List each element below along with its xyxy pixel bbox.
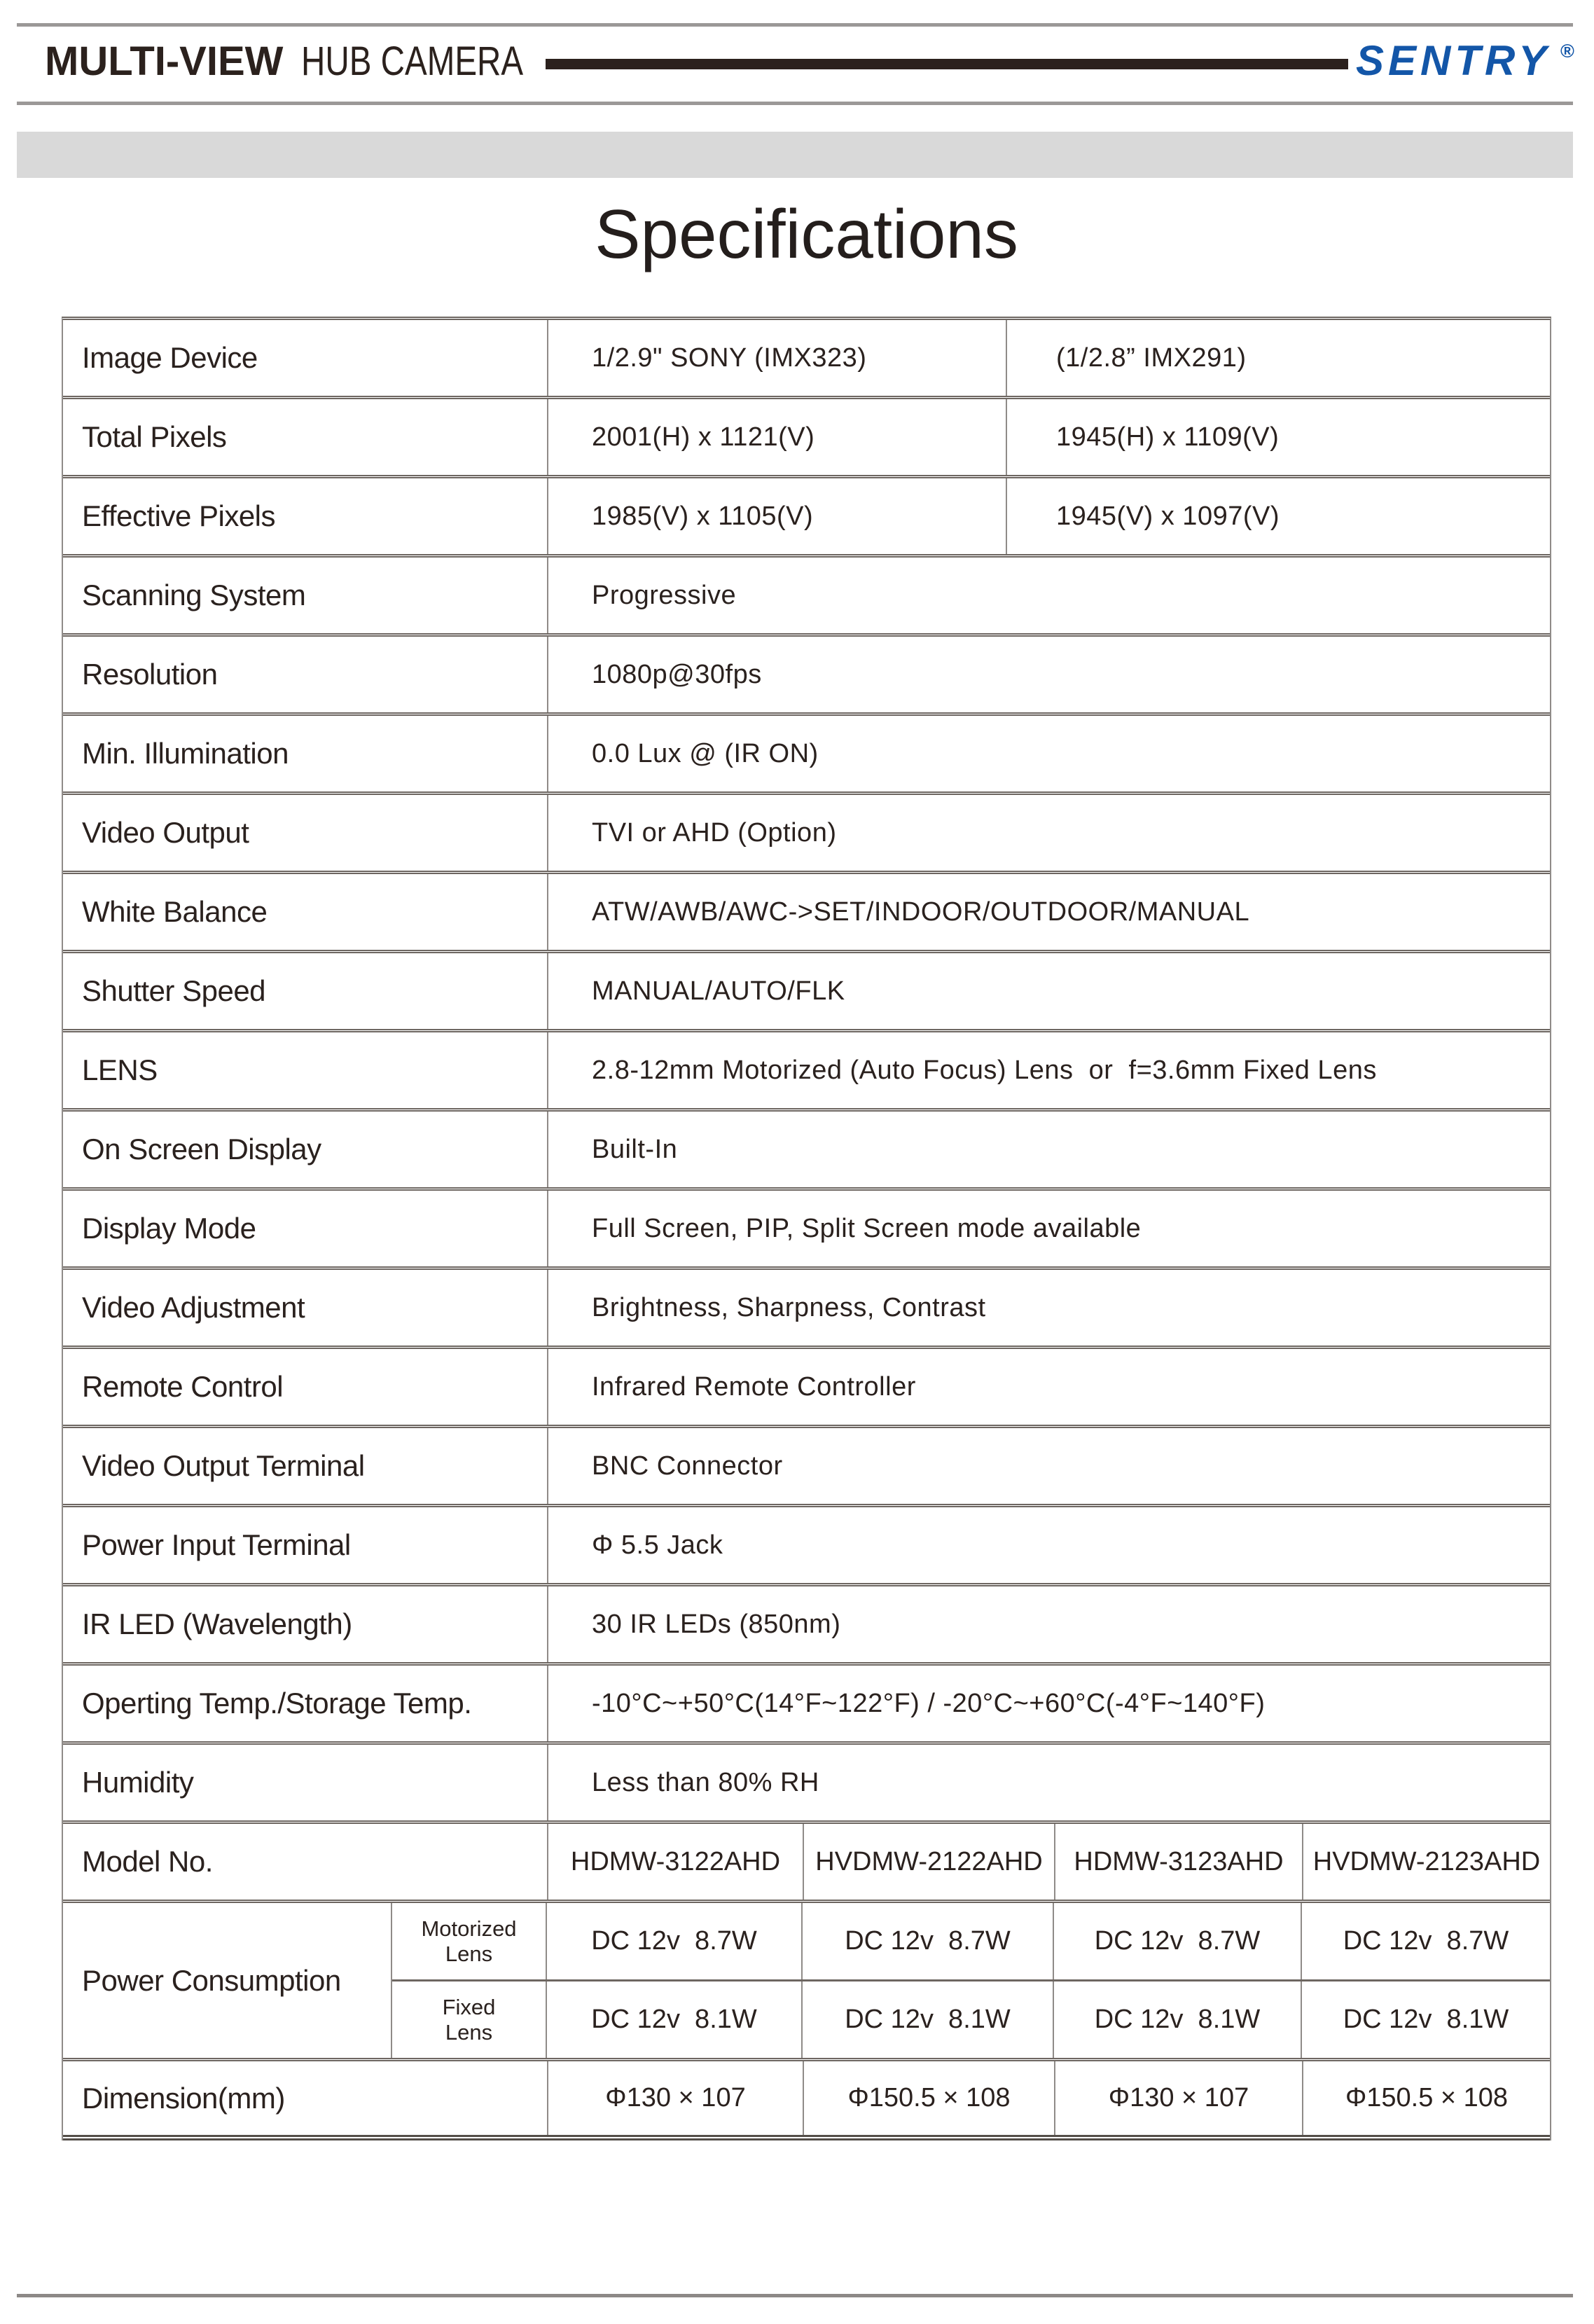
power-subrow-label <box>392 1981 547 2058</box>
table-row <box>63 1349 1550 1428</box>
table-row <box>63 1666 1550 1745</box>
power-value: DC 12v 8.7W <box>803 1903 1054 1979</box>
table-row <box>63 1507 1550 1586</box>
header-divider-line <box>546 59 1348 69</box>
table-row <box>63 716 1550 795</box>
brand-logo: SENTRY <box>1356 37 1551 84</box>
spec-value: Less than 80% RH <box>592 1767 819 1797</box>
power-value: DC 12v 8.1W <box>1343 2005 1509 2034</box>
power-value: DC 12v 8.7W <box>547 1903 803 1979</box>
dimension-value: Φ150.5 × 108 <box>1345 2083 1509 2112</box>
spec-value: Full Screen, PIP, Split Screen mode available <box>592 1213 1142 1243</box>
table-row <box>63 795 1550 874</box>
spec-label: Power Consumption <box>63 1903 392 2058</box>
spec-label: LENS <box>63 1032 548 1108</box>
power-subrow-label-line2: Lens <box>445 1941 493 1966</box>
spec-label: White Balance <box>63 874 548 950</box>
spec-label: Remote Control <box>63 1349 548 1425</box>
spec-value-secondary: 1945(V) x 1097(V) <box>1056 501 1280 531</box>
power-value: DC 12v 8.7W <box>1054 1903 1302 1979</box>
spec-value-primary: 2001(H) x 1121(V) <box>548 399 1007 475</box>
spec-value-primary: 1985(V) x 1105(V) <box>548 478 1007 554</box>
spec-label: Model No. <box>63 1824 548 1900</box>
document-title <box>45 41 572 82</box>
table-row <box>63 637 1550 716</box>
dimension-value: Φ150.5 × 108 <box>804 2061 1055 2135</box>
spec-value: ATW/AWB/AWC->SET/INDOOR/OUTDOOR/MANUAL <box>592 897 1250 927</box>
header-rule-bottom <box>17 102 1573 105</box>
spec-value-secondary: 1945(H) x 1109(V) <box>1056 422 1280 452</box>
spec-label: Resolution <box>63 637 548 712</box>
document-title-light: HUB CAMERA <box>301 39 524 84</box>
table-row <box>63 874 1550 953</box>
table-row <box>63 558 1550 637</box>
spec-label: Video Adjustment <box>63 1270 548 1346</box>
spec-value: 0.0 Lux @ (IR ON) <box>592 738 819 768</box>
spec-value-primary: 1/2.9" SONY (IMX323) <box>548 320 1007 396</box>
page-title: Specifications <box>595 195 1018 272</box>
power-value: DC 12v 8.1W <box>1054 1981 1302 2058</box>
gray-banner <box>17 132 1573 178</box>
spec-value: 2.8-12mm Motorized (Auto Focus) Lens or f=3.6mm Fixed Lens <box>592 1055 1377 1085</box>
table-row <box>63 1112 1550 1191</box>
spec-value: Φ 5.5 Jack <box>592 1530 723 1560</box>
table-row <box>63 1428 1550 1507</box>
power-subrow-label-line1: Motorized <box>421 1916 517 1941</box>
spec-value-secondary: (1/2.8” IMX291) <box>1056 343 1247 373</box>
model-number: HDMW-3123AHD <box>1055 1824 1303 1900</box>
table-row <box>63 320 1550 399</box>
table-row <box>63 1270 1550 1349</box>
table-row <box>63 1745 1550 1824</box>
footer-rule <box>17 2294 1573 2297</box>
spec-table <box>62 317 1551 2140</box>
spec-value: -10°C~+50°C(14°F~122°F) / -20°C~+60°C(-4°F~140°F) <box>592 1688 1266 1718</box>
spec-label: Power Input Terminal <box>63 1507 548 1583</box>
spec-label: Min. Illumination <box>63 716 548 791</box>
dimension-value: Φ130 × 107 <box>548 2061 804 2135</box>
spec-value: Brightness, Sharpness, Contrast <box>592 1292 986 1322</box>
spec-label: Video Output <box>63 795 548 871</box>
table-row-dimension <box>63 2061 1550 2140</box>
power-value: DC 12v 8.1W <box>803 1981 1054 2058</box>
spec-value: 1080p@30fps <box>592 659 762 689</box>
header-rule-top <box>17 23 1573 27</box>
power-subrow-label-line1: Fixed <box>442 1994 496 2019</box>
spec-label: Video Output Terminal <box>63 1428 548 1504</box>
power-subrow-fixed <box>392 1981 1550 2058</box>
power-subrow-label <box>392 1903 547 1979</box>
spec-value: Progressive <box>592 580 737 610</box>
spec-label: Humidity <box>63 1745 548 1820</box>
model-number: HVDMW-2122AHD <box>804 1824 1055 1900</box>
table-row <box>63 399 1550 478</box>
document-title-bold: MULTI-VIEW <box>45 39 284 84</box>
power-subrow-motorized <box>392 1903 1550 1981</box>
spec-label: Display Mode <box>63 1191 548 1266</box>
power-value: DC 12v 8.7W <box>1343 1926 1509 1956</box>
spec-label: Effective Pixels <box>63 478 548 554</box>
table-row <box>63 953 1550 1032</box>
spec-label: Dimension(mm) <box>63 2061 548 2135</box>
spec-value: TVI or AHD (Option) <box>592 817 837 848</box>
spec-value: 30 IR LEDs (850nm) <box>592 1609 841 1639</box>
spec-label: On Screen Display <box>63 1112 548 1187</box>
spec-label: Total Pixels <box>63 399 548 475</box>
spec-value: Infrared Remote Controller <box>592 1371 916 1402</box>
registered-trademark-icon: ® <box>1560 41 1574 62</box>
spec-label: Image Device <box>63 320 548 396</box>
spec-value: MANUAL/AUTO/FLK <box>592 976 845 1006</box>
power-subrow-label-line2: Lens <box>445 2019 493 2045</box>
model-number: HVDMW-2123AHD <box>1312 1846 1541 1876</box>
table-row-model <box>63 1824 1550 1903</box>
table-row <box>63 478 1550 558</box>
table-row <box>63 1191 1550 1270</box>
spec-label: IR LED (Wavelength) <box>63 1586 548 1662</box>
spec-value: BNC Connector <box>592 1451 783 1481</box>
table-row-power-consumption <box>63 1903 1550 2061</box>
spec-label: Scanning System <box>63 558 548 633</box>
model-number: HDMW-3122AHD <box>548 1824 804 1900</box>
table-row <box>63 1032 1550 1112</box>
power-value: DC 12v 8.1W <box>547 1981 803 2058</box>
spec-value: Built-In <box>592 1134 678 1164</box>
spec-label: Operting Temp./Storage Temp. <box>63 1666 548 1741</box>
spec-label: Shutter Speed <box>63 953 548 1029</box>
table-row <box>63 1586 1550 1666</box>
dimension-value: Φ130 × 107 <box>1055 2061 1303 2135</box>
